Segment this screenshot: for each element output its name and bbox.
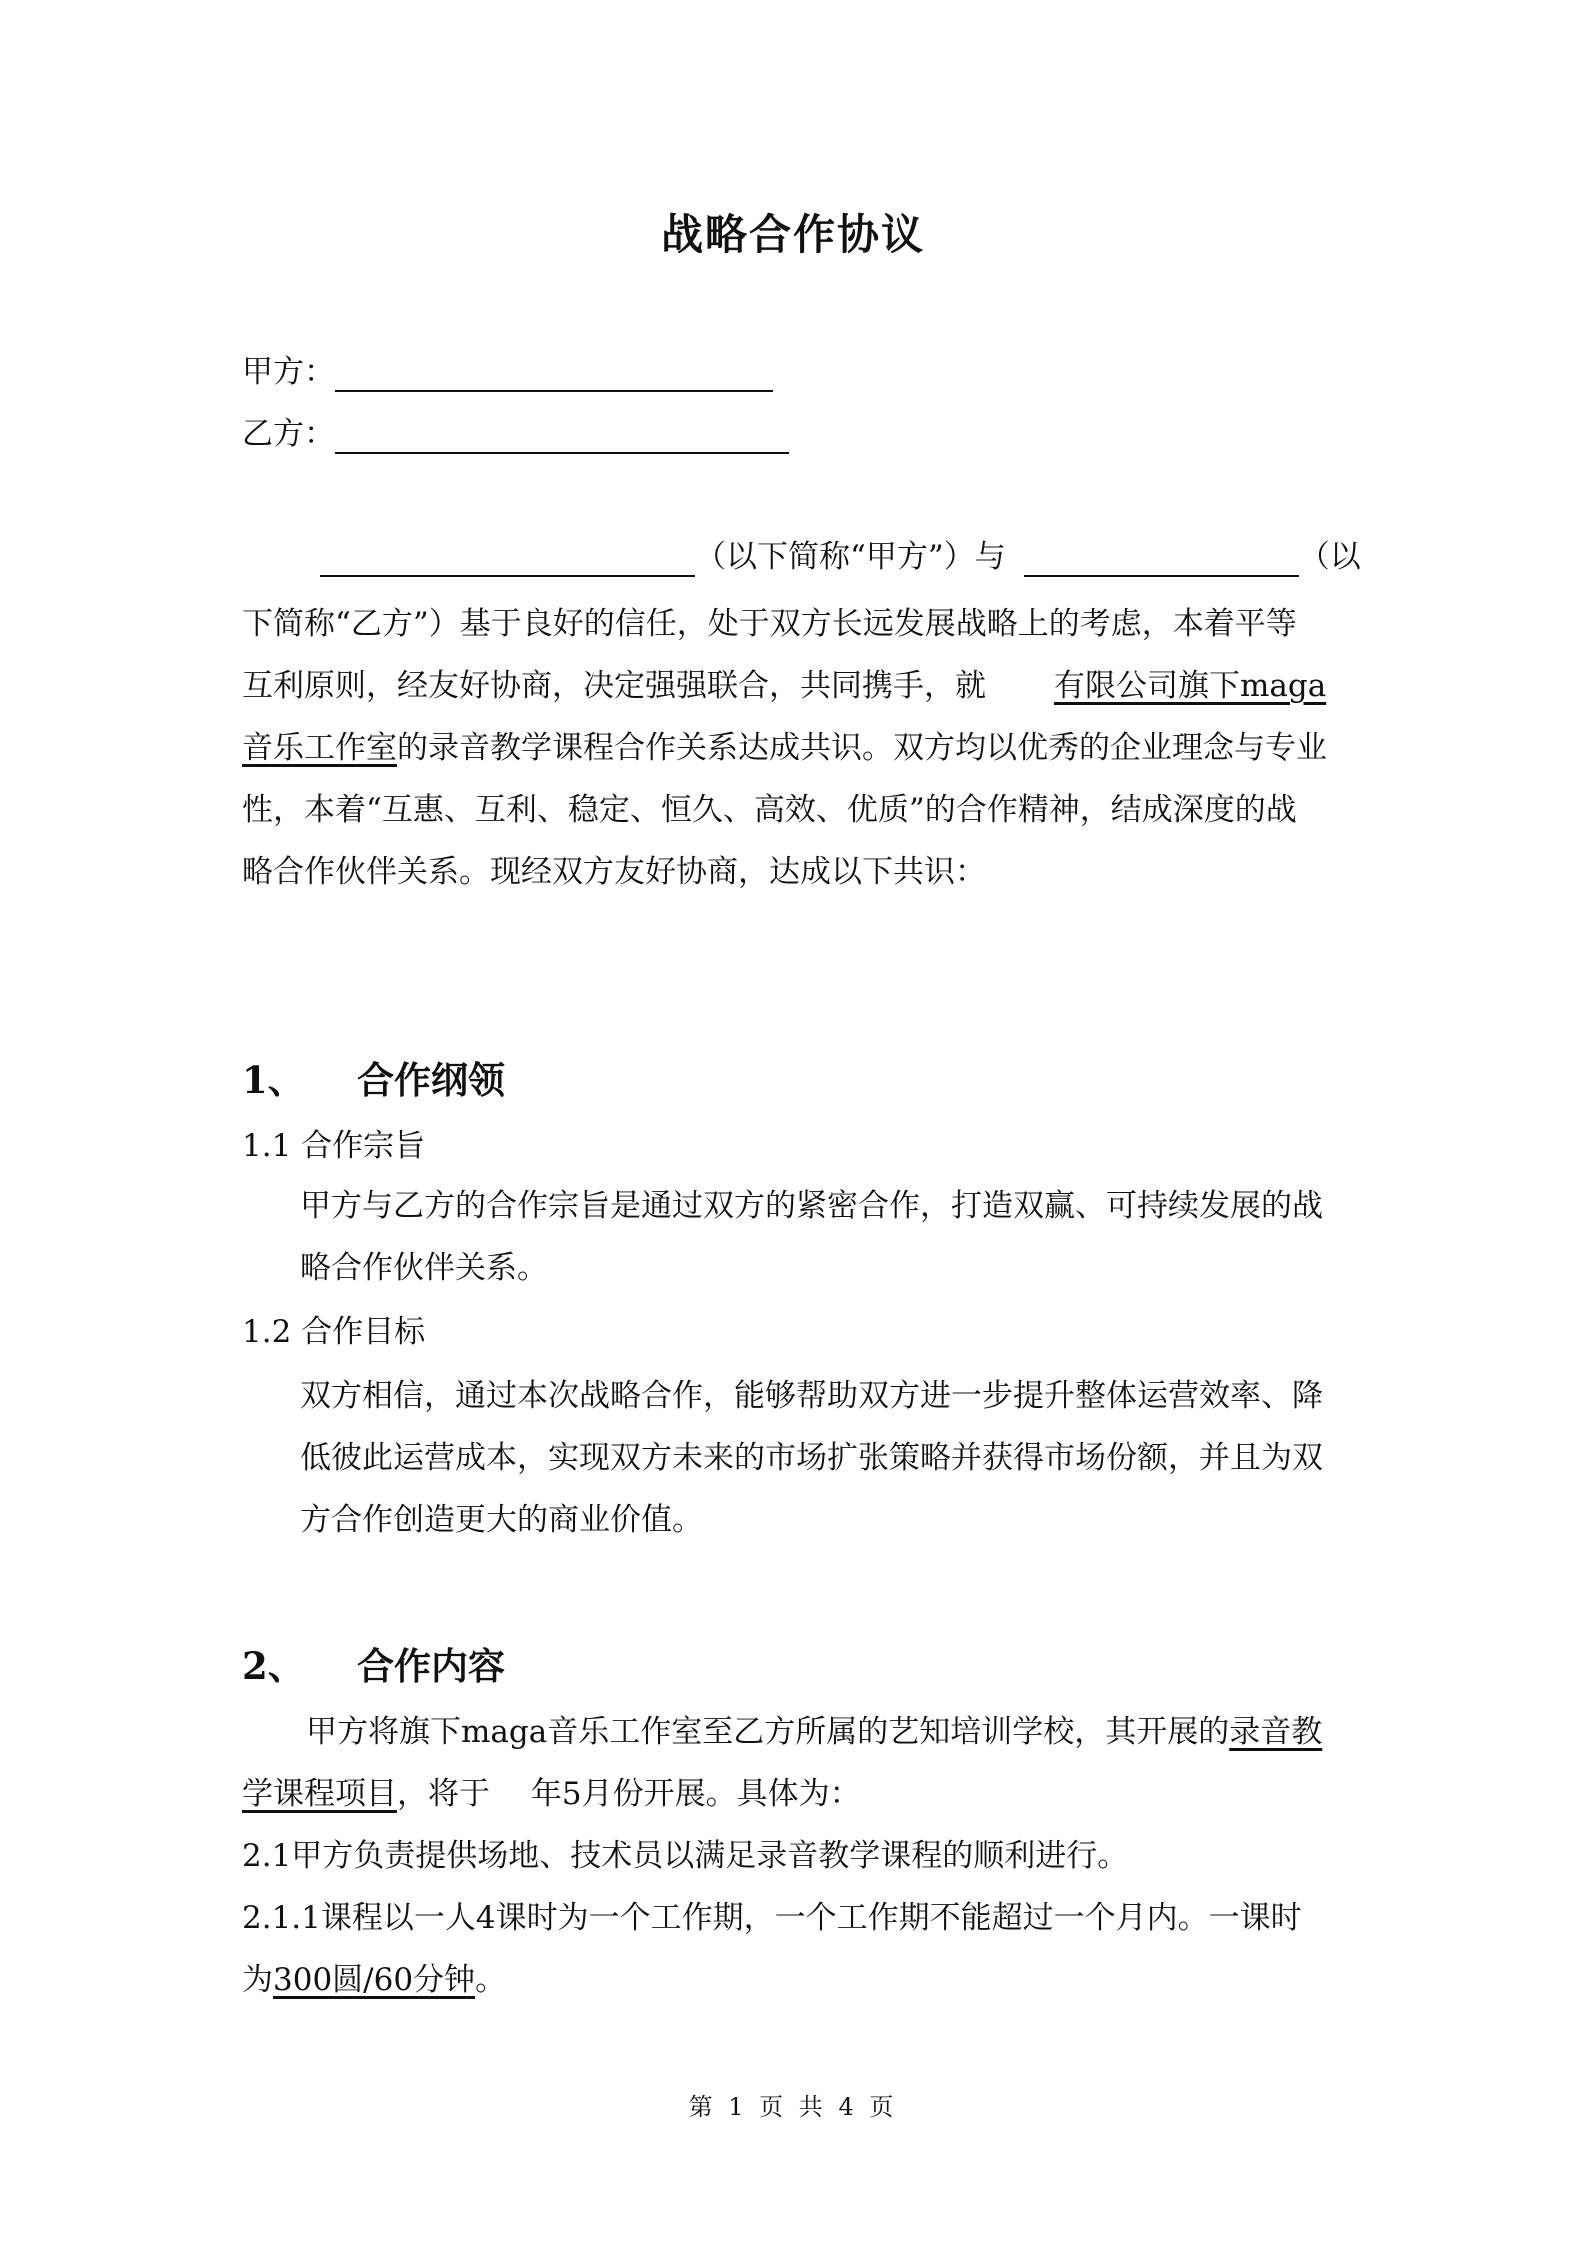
party-a-label: 甲方： <box>242 354 335 390</box>
party-a-blank <box>335 360 773 392</box>
section-1-1-line-1: 甲方与乙方的合作宗旨是通过双方的紧密合作，打造双赢、可持续发展的战 <box>300 1188 1323 1224</box>
intro-line-6: 略合作伙伴关系。现经双方友好协商，达成以下共识： <box>242 854 986 890</box>
intro-company-name <box>986 668 1326 704</box>
intro-blank-b <box>1024 545 1299 577</box>
section-1-2-line-3: 方合作创造更大的商业价值。 <box>300 1502 703 1538</box>
page-footer: 第 1 页 共 4 页 <box>688 2093 898 2121</box>
section-2-1-1-text-a: 为 <box>242 1962 273 1998</box>
intro-studio-name: 音乐工作室 <box>242 730 397 766</box>
intro-line-4 <box>242 728 1327 768</box>
section-1-2-line-1: 双方相信，通过本次战略合作，能够帮助双方进一步提升整体运营效率、降 <box>300 1378 1323 1414</box>
section-1-number: 1、 <box>242 1058 305 1102</box>
section-1-heading <box>242 1050 505 1104</box>
intro-text-1a: （以下简称“甲方”）与 <box>695 539 1006 575</box>
intro-blank-a <box>320 545 695 577</box>
intro-text-1b: （以 <box>1298 539 1361 575</box>
section-2-line-1 <box>306 1712 1322 1752</box>
section-2-1: 2.1甲方负责提供场地、技术员以满足录音教学课程的顺利进行。 <box>242 1838 1129 1874</box>
section-2-1-1-line-1: 2.1.1课程以一人4课时为一个工作期，一个工作期不能超过一个月内。一课时 <box>242 1900 1302 1936</box>
section-2-title: 合作内容 <box>357 1644 505 1688</box>
section-2-course-a: 录音教 <box>1229 1714 1323 1750</box>
section-1-title: 合作纲领 <box>357 1058 505 1102</box>
party-a-line <box>242 352 773 392</box>
section-1-2-line-2: 低彼此运营成本，实现双方未来的市场扩张策略并获得市场份额，并且为双 <box>300 1440 1323 1476</box>
intro-line-1 <box>242 537 1361 577</box>
section-1-2-title: 1.2 合作目标 <box>242 1314 426 1350</box>
intro-text-4b: 的录音教学课程合作关系达成共识。双方均以优秀的企业理念与专业 <box>397 730 1327 766</box>
intro-line-2: 下简称“乙方”）基于良好的信任，处于双方长远发展战略上的考虑，本着平等 <box>242 606 1297 642</box>
section-2-text-2b: ，将于 年5月份开展。具体为： <box>397 1776 861 1812</box>
intro-text-3b: 有限公司旗下maga <box>1054 668 1327 704</box>
intro-text-3a: 互利原则，经友好协商，决定强强联合，共同携手，就 <box>242 668 986 704</box>
section-2-heading <box>242 1636 505 1690</box>
section-1-1-line-2: 略合作伙伴关系。 <box>300 1250 548 1286</box>
intro-line-5: 性，本着“互惠、互利、稳定、恒久、高效、优质”的合作精神，结成深度的战 <box>242 792 1297 828</box>
section-2-1-1-line-2 <box>242 1960 506 2000</box>
section-2-line-2 <box>242 1774 861 1814</box>
section-1-1-title: 1.1 合作宗旨 <box>242 1128 426 1164</box>
intro-line-3 <box>242 666 1326 706</box>
party-b-line <box>242 414 789 454</box>
document-title: 战略合作协议 <box>660 210 925 259</box>
section-2-number: 2、 <box>242 1644 305 1688</box>
section-2-text-1a: 甲方将旗下maga音乐工作室至乙方所属的艺知培训学校，其开展的 <box>306 1714 1230 1750</box>
party-b-label: 乙方： <box>242 416 335 452</box>
party-b-blank <box>335 422 789 454</box>
section-2-1-1-price: 300圆/60分钟 <box>273 1962 476 1998</box>
section-2-1-1-text-c: 。 <box>475 1962 507 1998</box>
section-2-course-b: 学课程项目 <box>242 1776 397 1812</box>
